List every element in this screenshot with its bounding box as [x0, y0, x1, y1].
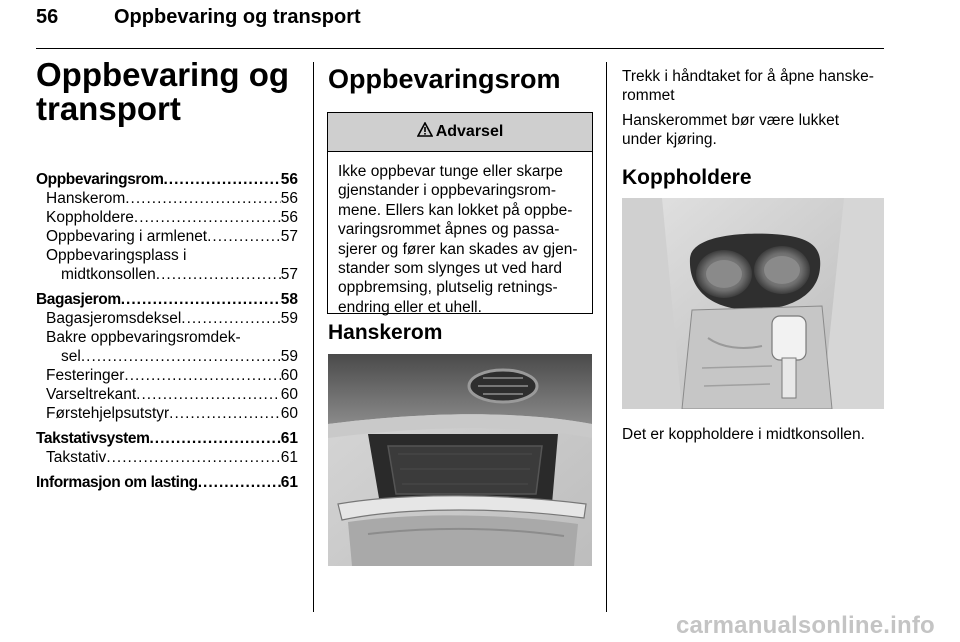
- toc-sub-entry[interactable]: [36, 448, 298, 467]
- warning-header: [328, 113, 592, 152]
- toc-entry-label: Hanskerom: [46, 190, 126, 207]
- toc-entry-label: Oppbevaring i armlenet: [46, 228, 208, 245]
- paragraph-glovebox-closed: [622, 111, 884, 150]
- toc-entry-label: Takstativ: [46, 449, 107, 466]
- warning-line: endring eller et uhell.: [338, 298, 482, 316]
- toc-leader-dots: [134, 208, 281, 227]
- warning-line: Ikke oppbevar tunge eller skarpe: [338, 163, 563, 180]
- toc-entry-label: Varseltrekant: [46, 386, 137, 403]
- toc-leader-dots: [136, 385, 281, 404]
- toc-entry-label: Festeringer: [46, 367, 125, 384]
- toc-leader-dots: [156, 265, 281, 284]
- toc-page-number: 57: [280, 228, 298, 245]
- paragraph-cupholders: Det er koppholdere i midtkonsollen.: [622, 426, 865, 443]
- toc-page-number: 60: [280, 386, 298, 403]
- toc-sub-entry[interactable]: [36, 366, 298, 385]
- toc-entry-label: sel: [61, 348, 81, 365]
- text-line: Hanskerommet bør være lukket: [622, 112, 840, 129]
- toc-page-number: 60: [280, 367, 298, 384]
- running-header-title: Oppbevaring og transport: [114, 6, 361, 28]
- toc-entry-label: Bagasjerom: [36, 291, 121, 308]
- page-number: 56: [36, 6, 59, 28]
- toc-page-number: 60: [280, 405, 298, 422]
- warning-line: mene. Ellers kan lokket på oppbe-: [338, 201, 573, 219]
- table-of-contents: [36, 170, 298, 492]
- toc-sub-entry[interactable]: [36, 404, 298, 423]
- toc-leader-dots: [149, 429, 280, 448]
- toc-sub-entry[interactable]: [36, 208, 298, 227]
- toc-entry-label: Førstehjelpsutstyr: [46, 405, 170, 422]
- toc-main-entry[interactable]: [36, 170, 298, 189]
- glovebox-illustration: [328, 354, 592, 566]
- toc-page-number: 56: [280, 190, 298, 207]
- toc-leader-dots: [81, 347, 281, 366]
- warning-line: stander som slynges ut ved hard: [338, 260, 563, 278]
- toc-sub-entry[interactable]: [36, 189, 298, 208]
- toc-entry-label: Bagasjeromsdeksel: [46, 310, 182, 327]
- toc-entry-label: Informasjon om lasting: [36, 474, 198, 491]
- toc-main-entry[interactable]: [36, 290, 298, 309]
- column-divider-1: [313, 62, 314, 612]
- toc-sub-entry[interactable]: [36, 265, 298, 284]
- toc-entry-label: Takstativsystem: [36, 430, 150, 447]
- toc-entry-label: Oppbevaringsrom: [36, 171, 164, 188]
- toc-sub-entry[interactable]: [36, 385, 298, 404]
- warning-text: [338, 162, 588, 317]
- warning-triangle-icon: [417, 122, 433, 142]
- toc-main-entry[interactable]: [36, 473, 298, 492]
- toc-entry-label: midtkonsollen: [61, 266, 156, 283]
- toc-sub-entry[interactable]: [36, 227, 298, 246]
- chapter-title: Oppbevaring og transport: [36, 56, 290, 127]
- toc-main-entry[interactable]: [36, 429, 298, 448]
- toc-page-number: 56: [280, 171, 298, 188]
- cupholder-illustration: [622, 198, 884, 409]
- section-title: Oppbevaringsrom: [328, 64, 561, 94]
- toc-page-number: 61: [280, 430, 298, 447]
- toc-sub-entry[interactable]: [36, 309, 298, 328]
- toc-leader-dots: [207, 227, 281, 246]
- toc-leader-dots: [125, 189, 281, 208]
- warning-line: gjenstander i oppbevaringsrom-: [338, 182, 556, 200]
- toc-page-number: 59: [280, 310, 298, 327]
- glovebox-heading: Hanskerom: [328, 321, 443, 344]
- toc-leader-dots: [124, 366, 280, 385]
- text-line: rommet: [622, 87, 675, 105]
- warning-box: [327, 112, 593, 314]
- toc-leader-dots: [121, 290, 281, 309]
- toc-leader-dots: [181, 309, 280, 328]
- toc-entry-label: Koppholdere: [46, 209, 134, 226]
- toc-leader-dots: [198, 473, 281, 492]
- toc-page-number: 56: [280, 209, 298, 226]
- warning-line: varingsrommet åpnes og passa-: [338, 221, 560, 239]
- text-line: under kjøring.: [622, 131, 717, 149]
- toc-leader-dots: [169, 404, 281, 423]
- warning-heading: Advarsel: [435, 123, 504, 140]
- warning-line: oppbremsing, plutselig retnings-: [338, 279, 558, 297]
- toc-entry-line[interactable]: Oppbevaringsplass i: [46, 247, 187, 264]
- toc-page-number: 57: [280, 266, 298, 283]
- toc-entry-line[interactable]: Bakre oppbevaringsromdek-: [46, 329, 241, 346]
- header-rule: [36, 48, 884, 49]
- column-divider-2: [606, 62, 607, 612]
- toc-page-number: 61: [280, 474, 298, 491]
- toc-page-number: 61: [280, 449, 298, 466]
- text-line: Trekk i håndtaket for å åpne hanske-: [622, 68, 874, 85]
- toc-page-number: 58: [280, 291, 298, 308]
- cupholder-heading: Koppholdere: [622, 166, 752, 189]
- toc-page-number: 59: [280, 348, 298, 365]
- toc-sub-entry[interactable]: [36, 347, 298, 366]
- toc-leader-dots: [164, 170, 281, 189]
- toc-leader-dots: [106, 448, 280, 467]
- warning-line: sjerer og fører kan skades av gjen-: [338, 240, 578, 258]
- watermark[interactable]: carmanualsonline.info: [676, 612, 935, 639]
- paragraph-open-glovebox: [622, 67, 884, 106]
